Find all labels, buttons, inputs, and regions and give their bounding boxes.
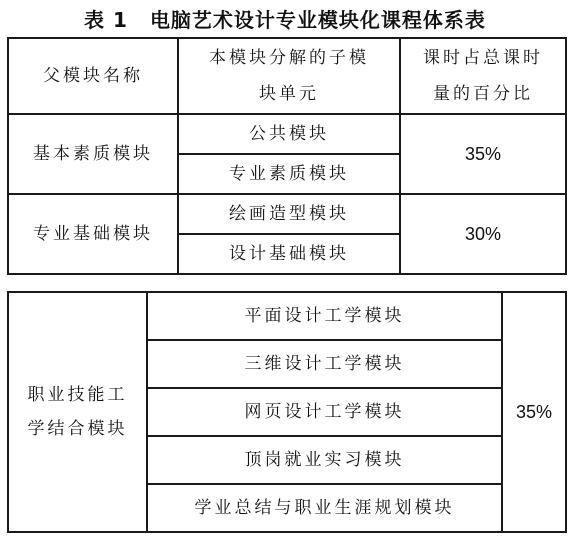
percent-cell: 35% [400, 114, 566, 194]
table-title [0, 4, 570, 33]
sub-module-cell: 顶岗就业实习模块 [147, 436, 502, 484]
percent-cell: 30% [400, 194, 566, 274]
sub-module-cell: 专业素质模块 [178, 154, 400, 194]
percent-cell: 35% [502, 292, 566, 532]
parent-module-cell: 职业技能工 学结合模块 [8, 292, 147, 532]
sub-module-cell: 绘画造型模块 [178, 194, 400, 234]
table-number: 表 1 [84, 8, 128, 32]
header-parent-module: 父模块名称 [8, 38, 178, 114]
table-row [8, 114, 566, 154]
curriculum-table-top [7, 37, 567, 275]
sub-module-cell: 学业总结与职业生涯规划模块 [147, 484, 502, 532]
sub-module-cell: 三维设计工学模块 [147, 340, 502, 388]
sub-module-cell: 公共模块 [178, 114, 400, 154]
header-sub-module: 本模块分解的子模 块单元 [178, 38, 400, 114]
curriculum-table-bottom [7, 291, 567, 533]
header-row [8, 38, 566, 114]
sub-module-cell: 平面设计工学模块 [147, 292, 502, 340]
sub-module-cell: 设计基础模块 [178, 234, 400, 274]
table-row [8, 292, 566, 340]
sub-module-cell: 网页设计工学模块 [147, 388, 502, 436]
parent-module-cell: 基本素质模块 [8, 114, 178, 194]
table-row [8, 194, 566, 234]
table-caption: 电脑艺术设计专业模块化课程体系表 [149, 8, 486, 32]
parent-module-cell: 专业基础模块 [8, 194, 178, 274]
header-hours-percent: 课时占总课时 量的百分比 [400, 38, 566, 114]
